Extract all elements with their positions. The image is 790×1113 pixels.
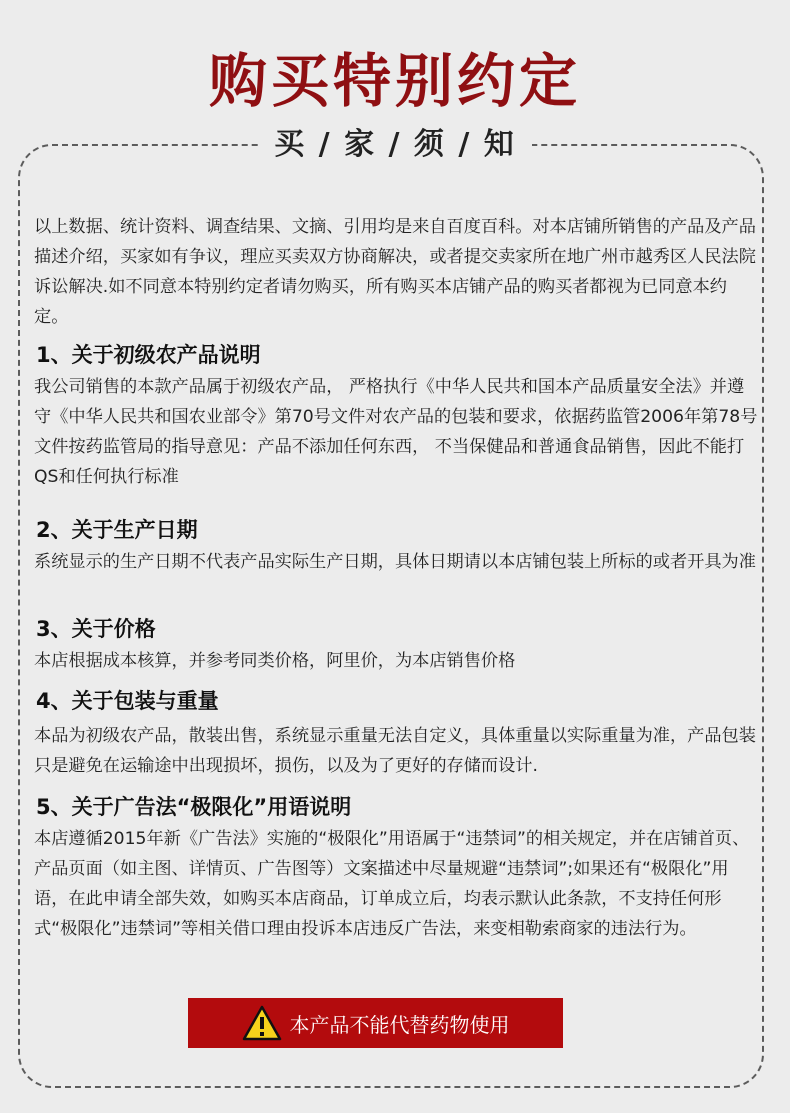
- section-1-heading: 1、关于初级农产品说明: [36, 343, 261, 367]
- page-title: 购买特别约定: [208, 47, 581, 115]
- warning-text: 本产品不能代替药物使用: [289, 1012, 510, 1037]
- warning-banner: [188, 998, 563, 1048]
- subtitle: [0, 125, 790, 165]
- warning-triangle-icon: [242, 1005, 282, 1041]
- section-1-body: 我公司销售的本款产品属于初级农产品， 严格执行《中华人民共和国本产品质量安全法》并遵守《中华人民共和国农业部令》第70号文件对农产品的包装和要求，依据药监管2006年第78号文件按药监管局的指导意见：产品不添加任何东西， 不当保健品和普通食品销售，因此不能打QS和任何执行标准: [34, 377, 758, 487]
- section-3-heading: 3、关于价格: [36, 617, 156, 641]
- section-5-heading: 5、关于广告法“极限化”用语说明: [36, 795, 352, 819]
- section-4-heading: 4、关于包装与重量: [36, 689, 219, 713]
- subtitle-text: 买 / 家 / 须 / 知: [258, 125, 532, 165]
- section-5-body: 本店遵循2015年新《广告法》实施的“极限化”用语属于“违禁词”的相关规定，并在店铺首页、产品页面（如主图、详情页、广告图等）文案描述中尽量规避“违禁词”;如果还有“极限化”用语，在此申请全部失效，如购买本店商品，订单成立后，均表示默认此条款，不支持任何形式“极限化”违禁词”等相关借口理由投诉本店违反广告法，来变相勒索商家的违法行为。: [34, 829, 750, 939]
- section-4-body: 本品为初级农产品，散装出售，系统显示重量无法自定义，具体重量以实际重量为准，产品包装只是避免在运输途中出现损坏，损伤，以及为了更好的存储而设计.: [34, 726, 756, 776]
- section-2-heading: 2、关于生产日期: [36, 518, 198, 542]
- section-2-body: 系统显示的生产日期不代表产品实际生产日期，具体日期请以本店铺包装上所标的或者开具为准: [34, 552, 756, 572]
- section-3-body: 本店根据成本核算，并参考同类价格，阿里价，为本店销售价格: [34, 651, 516, 671]
- intro-paragraph: 以上数据、统计资料、调查结果、文摘、引用均是来自百度百科。对本店铺所销售的产品及产品描述介绍，买家如有争议，理应买卖双方协商解决，或者提交卖家所在地广州市越秀区人民法院诉讼解决.如不同意本特别约定者请勿购买，所有购买本店铺产品的购买者都视为已同意本约定。: [34, 217, 756, 327]
